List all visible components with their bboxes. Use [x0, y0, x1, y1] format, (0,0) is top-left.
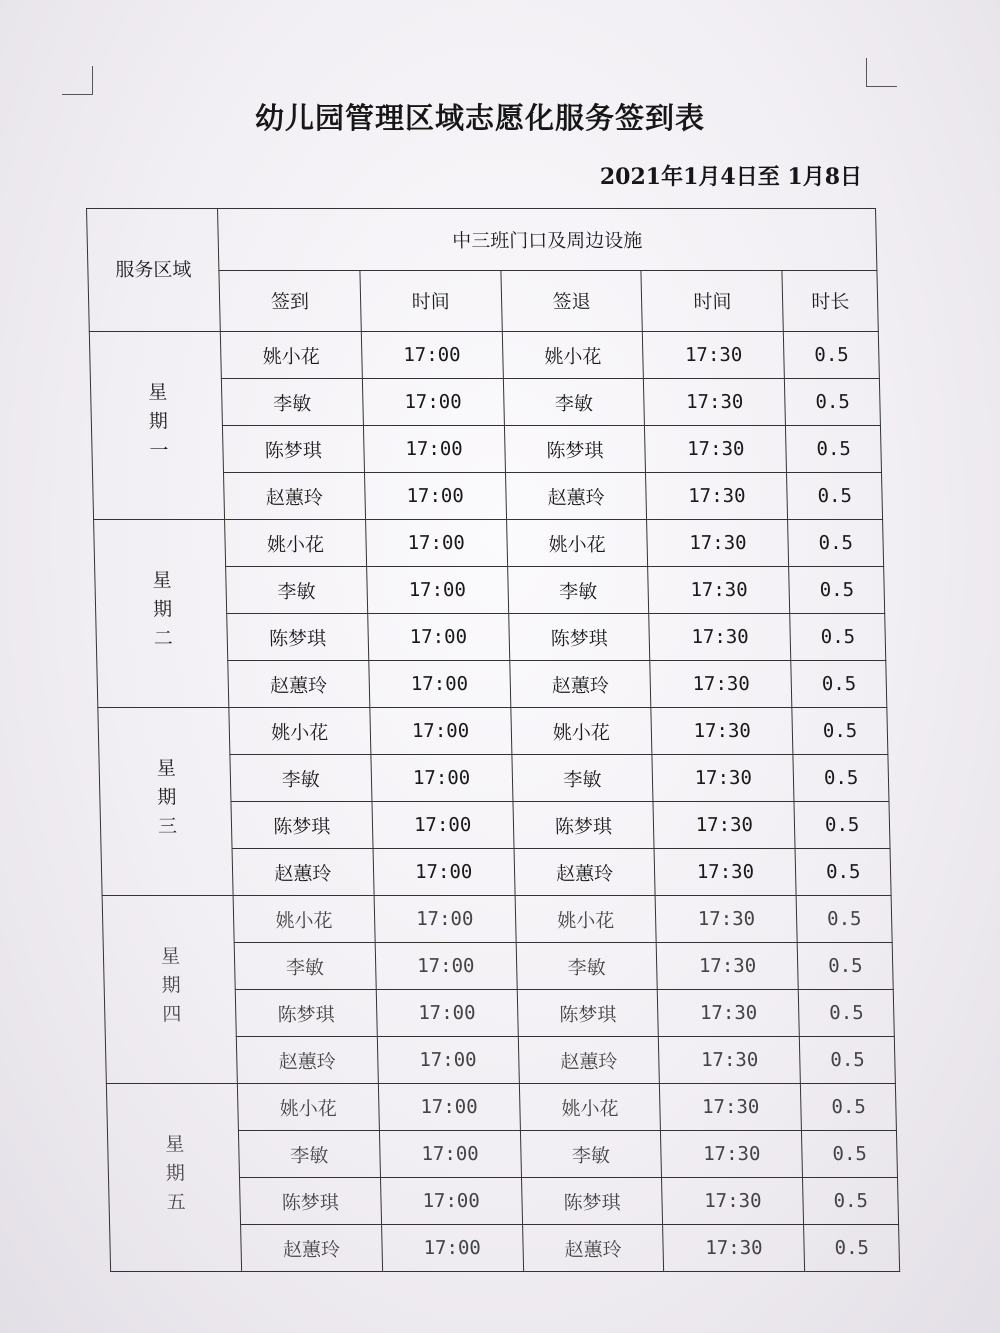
day-label: 星期四 [102, 896, 237, 1084]
sign-in-table [86, 208, 900, 1272]
sign-out-time: 17:30 [644, 379, 786, 426]
col-sign-out: 签退 [501, 270, 643, 332]
sign-in-time: 17:00 [376, 990, 518, 1037]
sign-out-name: 陈梦琪 [521, 1178, 663, 1225]
sign-out-name: 李敏 [503, 379, 645, 426]
sign-in-name: 陈梦琪 [235, 990, 377, 1037]
table-header [87, 209, 879, 332]
sign-in-name: 赵蕙玲 [224, 473, 366, 520]
sign-in-name: 赵蕙玲 [241, 1225, 383, 1272]
sign-in-name: 姚小花 [233, 896, 375, 943]
col-sign-out-time: 时间 [641, 270, 783, 332]
sign-in-name: 李敏 [221, 379, 363, 426]
sign-out-time: 17:30 [645, 426, 787, 473]
sign-in-name: 姚小花 [229, 708, 371, 755]
sign-in-name: 陈梦琪 [231, 802, 373, 849]
col-sign-in-time: 时间 [360, 270, 502, 332]
table-row [106, 1084, 896, 1131]
sign-out-time: 17:30 [652, 755, 794, 802]
sign-out-time: 17:30 [650, 661, 792, 708]
sign-in-time: 17:00 [374, 896, 516, 943]
sign-in-time: 17:00 [380, 1178, 522, 1225]
sign-out-name: 赵蕙玲 [514, 849, 656, 896]
sign-out-time: 17:30 [663, 1225, 805, 1272]
day-label: 星期二 [94, 520, 229, 708]
sign-in-time: 17:00 [373, 849, 515, 896]
table-row [89, 332, 879, 379]
sign-out-name: 赵蕙玲 [509, 661, 651, 708]
sign-out-name: 陈梦琪 [508, 614, 650, 661]
sign-in-time: 17:00 [361, 332, 503, 379]
sign-out-name: 陈梦琪 [517, 990, 659, 1037]
sign-in-time: 17:00 [378, 1084, 520, 1131]
duration-hours: 0.5 [788, 520, 884, 567]
sign-out-name: 李敏 [507, 567, 649, 614]
table-body [89, 332, 899, 1272]
sign-out-time: 17:30 [655, 896, 797, 943]
sign-out-name: 陈梦琪 [513, 802, 655, 849]
sign-in-name: 赵蕙玲 [228, 661, 370, 708]
col-sign-in: 签到 [219, 270, 361, 332]
date-range: 2021年1月4日至 1月8日 [599, 164, 862, 190]
sign-out-name: 赵蕙玲 [505, 473, 647, 520]
sign-out-time: 17:30 [649, 614, 791, 661]
duration-hours: 0.5 [786, 426, 882, 473]
sign-out-name: 姚小花 [502, 332, 644, 379]
sign-out-time: 17:30 [659, 1037, 801, 1084]
sign-in-name: 姚小花 [237, 1084, 379, 1131]
sign-in-name: 李敏 [226, 567, 368, 614]
sign-in-time: 17:00 [377, 1037, 519, 1084]
crop-mark-top-left [62, 66, 93, 95]
sign-in-name: 姚小花 [225, 520, 367, 567]
sign-in-name: 李敏 [238, 1131, 380, 1178]
duration-hours: 0.5 [799, 990, 895, 1037]
duration-hours: 0.5 [791, 661, 887, 708]
duration-hours: 0.5 [794, 802, 890, 849]
crop-mark-top-right [866, 58, 897, 87]
sign-out-name: 李敏 [520, 1131, 662, 1178]
sign-in-name: 陈梦琪 [222, 426, 364, 473]
sign-in-name: 陈梦琪 [227, 614, 369, 661]
sign-out-time: 17:30 [643, 332, 785, 379]
duration-hours: 0.5 [785, 379, 881, 426]
sign-out-time: 17:30 [648, 567, 790, 614]
sign-out-time: 17:30 [647, 520, 789, 567]
day-label: 星期三 [98, 708, 233, 896]
sign-out-name: 姚小花 [506, 520, 648, 567]
sign-out-name: 李敏 [512, 755, 654, 802]
sign-in-time: 17:00 [363, 426, 505, 473]
duration-hours: 0.5 [802, 1131, 898, 1178]
sign-out-time: 17:30 [653, 802, 795, 849]
sign-out-time: 17:30 [654, 849, 796, 896]
table-row [94, 520, 884, 567]
sign-out-name: 赵蕙玲 [518, 1037, 660, 1084]
area-header: 服务区域 [87, 209, 221, 332]
sign-out-name: 李敏 [516, 943, 658, 990]
duration-hours: 0.5 [800, 1037, 896, 1084]
sign-out-time: 17:30 [660, 1084, 802, 1131]
sign-in-time: 17:00 [367, 614, 509, 661]
day-label: 星期一 [89, 332, 224, 520]
sign-in-time: 17:00 [369, 708, 511, 755]
duration-hours: 0.5 [801, 1084, 897, 1131]
duration-hours: 0.5 [797, 896, 893, 943]
sign-in-time: 17:00 [368, 661, 510, 708]
duration-hours: 0.5 [789, 567, 885, 614]
sign-out-time: 17:30 [661, 1131, 803, 1178]
table-row [102, 896, 892, 943]
duration-hours: 0.5 [793, 755, 889, 802]
table-row [98, 708, 888, 755]
sign-out-name: 姚小花 [519, 1084, 661, 1131]
sign-out-time: 17:30 [646, 473, 788, 520]
sign-in-time: 17:00 [379, 1131, 521, 1178]
sign-out-time: 17:30 [662, 1178, 804, 1225]
sign-in-time: 17:00 [372, 802, 514, 849]
duration-hours: 0.5 [784, 332, 880, 379]
sign-in-time: 17:00 [365, 520, 507, 567]
sign-out-time: 17:30 [651, 708, 793, 755]
duration-hours: 0.5 [803, 1178, 899, 1225]
sign-in-name: 赵蕙玲 [232, 849, 374, 896]
duration-hours: 0.5 [798, 943, 894, 990]
document-title: 幼儿园管理区域志愿化服务签到表 [254, 101, 705, 135]
sign-in-name: 李敏 [230, 755, 372, 802]
sign-in-name: 陈梦琪 [240, 1178, 382, 1225]
sign-out-time: 17:30 [658, 990, 800, 1037]
duration-hours: 0.5 [804, 1225, 900, 1272]
sign-in-time: 17:00 [362, 379, 504, 426]
sign-in-time: 17:00 [364, 473, 506, 520]
duration-hours: 0.5 [787, 473, 883, 520]
sign-in-time: 17:00 [371, 755, 513, 802]
sign-in-name: 姚小花 [220, 332, 362, 379]
sign-out-name: 赵蕙玲 [522, 1225, 664, 1272]
duration-hours: 0.5 [790, 614, 886, 661]
sign-out-time: 17:30 [656, 943, 798, 990]
col-duration: 时长 [782, 270, 878, 332]
sign-in-name: 李敏 [234, 943, 376, 990]
duration-hours: 0.5 [792, 708, 888, 755]
facility-header: 中三班门口及周边设施 [218, 209, 877, 271]
sign-out-name: 陈梦琪 [504, 426, 646, 473]
sign-in-name: 赵蕙玲 [236, 1037, 378, 1084]
day-label: 星期五 [106, 1084, 241, 1272]
duration-hours: 0.5 [795, 849, 891, 896]
sign-in-time: 17:00 [366, 567, 508, 614]
sign-out-name: 姚小花 [515, 896, 657, 943]
sign-in-time: 17:00 [375, 943, 517, 990]
sign-in-time: 17:00 [381, 1225, 523, 1272]
sign-out-name: 姚小花 [511, 708, 653, 755]
